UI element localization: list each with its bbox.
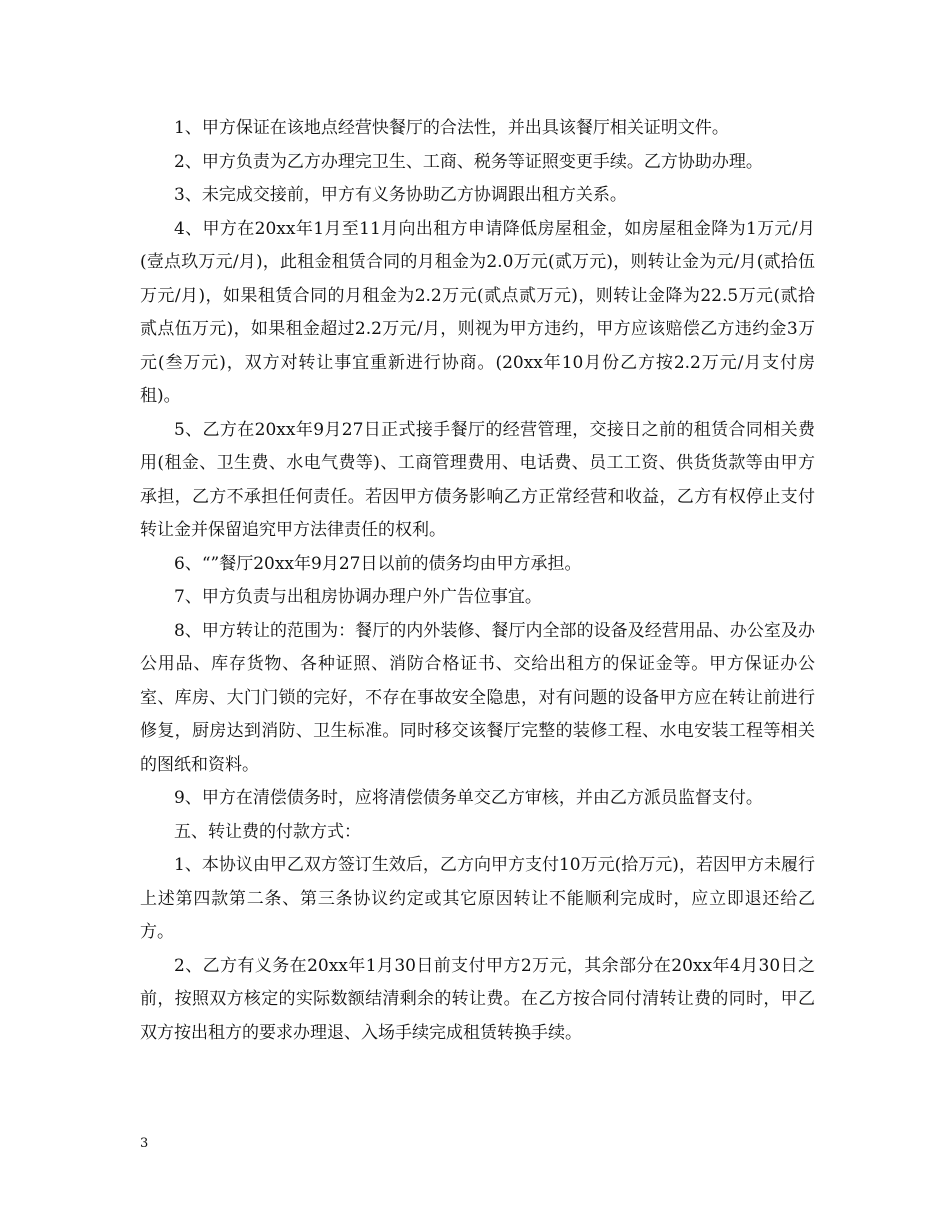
section-heading-payment: 五、转让费的付款方式： <box>174 821 361 842</box>
paragraph-6: 6、“”餐厅20xx年9月27日以前的债务均由甲方承担。 <box>174 553 582 574</box>
paragraph-3: 3、未完成交接前，甲方有义务协助乙方协调跟出租方关系。 <box>174 185 627 205</box>
paragraph-8: 8、甲方转让的范围为：餐厅的内外装修、餐厅内全部的设备及经营用品、办公室及办公用品、库存货物、各种证照、消防合格证书、交给出租方的保证金等。甲方保证办公室、库房、大门门锁的完好，不存在事故安全隐患，对有问题的设备甲方应在转让前进行修复，厨房达到消防、卫生标准。同时移交该餐厅完整的装修工程、水电安装工程等相关的图纸和资料。 <box>140 620 815 775</box>
paragraph-payment-2: 2、乙方有义务在20xx年1月30日前支付甲方2万元，其余部分在20xx年4月30日之前，按照双方核定的实际数额结清剩余的转让费。在乙方按合同付清转让费的同时，甲乙双方按出租方的要求办理退、入场手续完成租赁转换手续。 <box>140 955 815 1043</box>
paragraph-5: 5、乙方在20xx年9月27日正式接手餐厅的经营管理，交接日之前的租赁合同相关费用(租金、卫生费、水电气费等)、工商管理费用、电话费、员工工资、供货货款等由甲方承担，乙方不承担任何责任。若因甲方债务影响乙方正常经营和收益，乙方有权停止支付转让金并保留追究甲方法律责任的权利。 <box>140 419 815 540</box>
paragraph-1: 1、甲方保证在该地点经营快餐厅的合法性，并出具该餐厅相关证明文件。 <box>174 118 729 138</box>
paragraph-4: 4、甲方在20xx年1月至11月向出租方申请降低房屋租金，如房屋租金降为1万元/月(壹点玖万元/月)，此租金租赁合同的月租金为2.0万元(贰万元)，则转让金为元/月(贰拾伍万元/月)，如果租赁合同的月租金为2.2万元(贰点贰万元)，则转让金降为22.5万元(贰拾贰点伍万元)，如果租金超过2.2万元/月，则视为甲方违约，甲方应该赔偿乙方违约金3万元(叁万元)，双方对转让事宜重新进行协商。(20xx年10月份乙方按2.2万元/月支付房租)。 <box>140 218 815 406</box>
paragraph-9: 9、甲方在清偿债务时，应将清偿债务单交乙方审核，并由乙方派员监督支付。 <box>174 788 763 808</box>
page-number: 3 <box>140 1136 149 1151</box>
paragraph-2: 2、甲方负责为乙方办理完卫生、工商、税务等证照变更手续。乙方协助办理。 <box>174 151 763 172</box>
paragraph-payment-1: 1、本协议由甲乙双方签订生效后，乙方向甲方支付10万元(拾万元)，若因甲方未履行上述第四款第二条、第三条协议约定或其它原因转让不能顺利完成时，应立即退还给乙方。 <box>140 855 815 942</box>
document-body <box>140 112 815 1050</box>
paragraph-7: 7、甲方负责与出租房协调办理户外广告位事宜。 <box>174 587 542 607</box>
